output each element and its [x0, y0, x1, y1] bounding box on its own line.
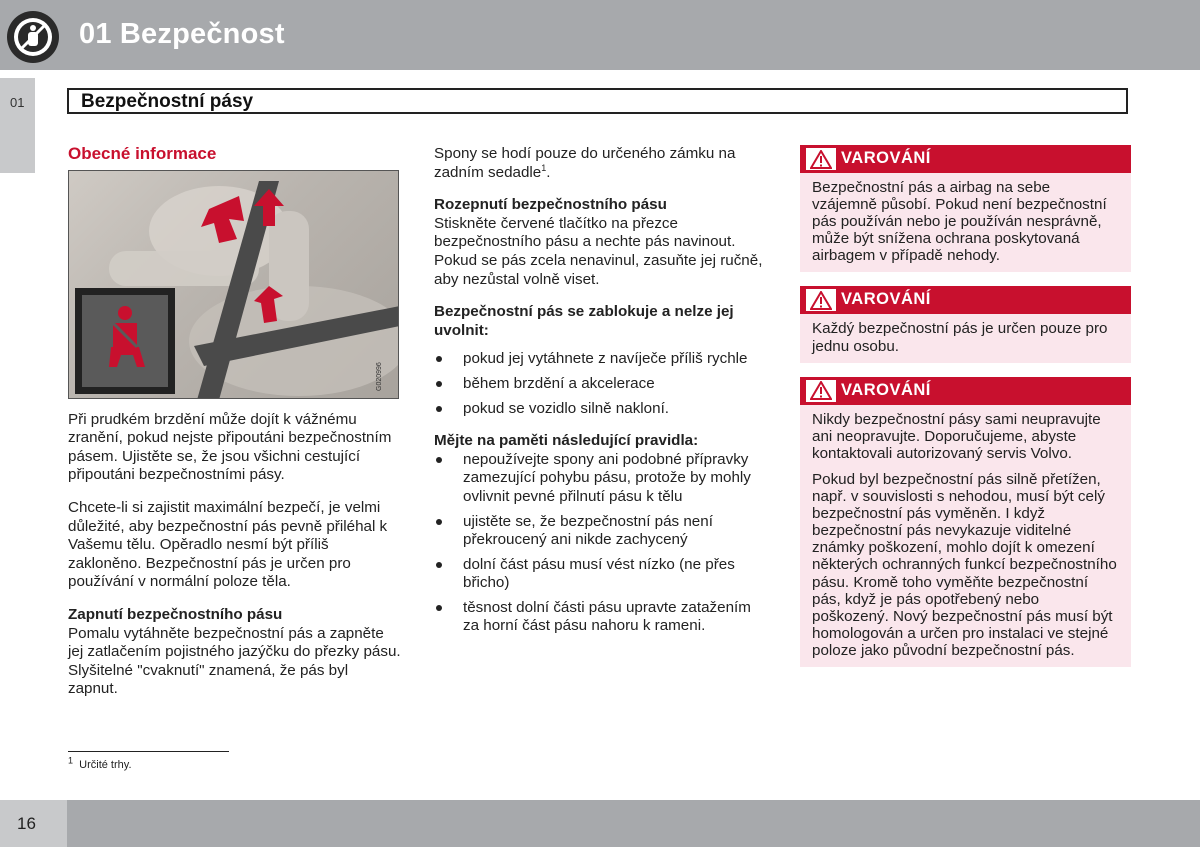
- paragraph: Při prudkém brzdění může dojít k vážnému zranění, pokud nejste připoutáni bezpečnostním pásem. Ujistěte se, že jsou všichni cestující připoutáni bezpečnostními pásy.: [68, 410, 392, 484]
- general-info-heading: Obecné informace: [68, 144, 217, 163]
- warning-triangle-icon: [806, 289, 836, 311]
- list-item: ujistěte se, že bezpečnostní pás není překroucený ani nikde zachycený: [434, 513, 769, 550]
- warning-title: VAROVÁNÍ: [841, 149, 931, 167]
- warning-box: [800, 377, 1131, 667]
- warning-text: Bezpečnostní pás a airbag na sebe vzájemně působí. Pokud není bezpečnostní pás používán nebo je používán nesprávně, může být snížena ochrana poskytovaná airbagem v případě nehody.: [812, 179, 1107, 265]
- warning-box: [800, 286, 1131, 362]
- footer-bar: [0, 800, 1200, 847]
- footnote: [68, 755, 132, 771]
- warning-header: [800, 286, 1131, 314]
- page-number: 16: [17, 814, 36, 833]
- chapter-title: 01 Bezpečnost: [79, 18, 285, 50]
- rules-heading: Mějte na paměti následující pravidla:: [434, 432, 699, 450]
- column-1: [68, 145, 402, 713]
- list-item: pokud se vozidlo silně nakloní.: [434, 400, 769, 419]
- lock-conditions-list: [434, 350, 769, 418]
- rules-list: [434, 451, 769, 636]
- warning-body: [800, 314, 1131, 362]
- seatbelt-illustration: [68, 170, 399, 399]
- fasten-seatbelt-heading: Zapnutí bezpečnostního pásu: [68, 605, 283, 623]
- list-item: nepoužívejte spony ani podobné přípravky zamezující pohybu pásu, protože by mohly ovlivnit pevné přilnutí pásu k tělu: [434, 451, 769, 507]
- side-tab-label: 01: [10, 95, 25, 110]
- section-title: Bezpečnostní pásy: [81, 91, 254, 112]
- footnote-rule: [68, 751, 229, 752]
- warning-box: [800, 145, 1131, 272]
- paragraph: Stiskněte červené tlačítko na přezce bezpečnostního pásu a nechte pás navinout. Pokud se pás zcela nenavinul, zasuňte jej ručně, aby nezůstal volně viset.: [434, 214, 763, 288]
- warning-text: Pokud byl bezpečnostní pás silně přetížen, např. v souvislosti s nehodou, musí být celý bezpečnostní pás vyměněn. I když bezpečnostní pás nevykazuje viditelné známky poškození, mohlo dojít k omezení některých ochranných funkcí bezpečnostního pásu. Kromě toho vyměňte bezpečnostní pás, když je pás opotřebený nebo poškozený. Nový bezpečnostní pás musí být homologován a určen pro instalaci ve stejné poloze jako původní bezpečnostní pás.: [812, 470, 1117, 659]
- warning-title: VAROVÁNÍ: [841, 290, 931, 309]
- figure-code: G020996: [376, 361, 383, 391]
- footnote-number: 1: [68, 755, 74, 766]
- footnote-reference: 1: [541, 162, 547, 173]
- list-item: pokud jej vytáhnete z navíječe příliš rychle: [434, 350, 769, 369]
- warning-title: VAROVÁNÍ: [841, 380, 931, 399]
- warning-body: [800, 173, 1131, 272]
- release-seatbelt-heading: Rozepnutí bezpečnostního pásu: [434, 196, 667, 214]
- seatbelt-warning-icon: [7, 11, 59, 63]
- list-item: během brzdění a akcelerace: [434, 375, 769, 394]
- side-tab: [0, 78, 35, 173]
- list-item: dolní část pásu musí vést nízko (ne přes břicho): [434, 556, 769, 593]
- footnote-text: Určité trhy.: [79, 759, 132, 771]
- paragraph-text: Spony se hodí pouze do určeného zámku na zadním sedadle: [434, 145, 736, 181]
- seatbelt-locks-heading: Bezpečnostní pás se zablokuje a nelze jej uvolnit:: [434, 303, 734, 339]
- paragraph: Chcete-li si zajistit maximální bezpečí, je velmi důležité, aby bezpečnostní pás pevně přiléhal k Vašemu tělu. Opěradlo nesmí být příliš zakloněno. Bezpečnostní pás je určen pro používání v normální poloze těla.: [68, 498, 388, 591]
- warning-triangle-icon: [806, 380, 836, 402]
- warning-header: [800, 377, 1131, 405]
- warning-header: [800, 145, 1131, 173]
- paragraph: Pomalu vytáhněte bezpečnostní pás a zapněte jej zatlačením pojistného jazýčku do přezky pásu. Slyšitelné "cvaknutí" znamená, že pás byl zapnut.: [68, 624, 401, 698]
- warning-text: Nikdy bezpečnostní pásy sami neupravujte ani neopravujte. Doporučujeme, abyste kontaktovali autorizovaný servis Volvo.: [812, 410, 1101, 462]
- warning-text: Každý bezpečnostní pás je určen pouze pro jednu osobu.: [812, 320, 1108, 355]
- paragraph-end: .: [546, 163, 551, 181]
- warning-body: [800, 405, 1131, 667]
- warning-triangle-icon: [806, 148, 836, 170]
- column-2: [434, 145, 769, 650]
- column-3: [800, 145, 1131, 681]
- list-item: těsnost dolní části pásu upravte zatažením za horní část pásu nahoru k rameni.: [434, 599, 769, 636]
- paragraph: [434, 145, 769, 182]
